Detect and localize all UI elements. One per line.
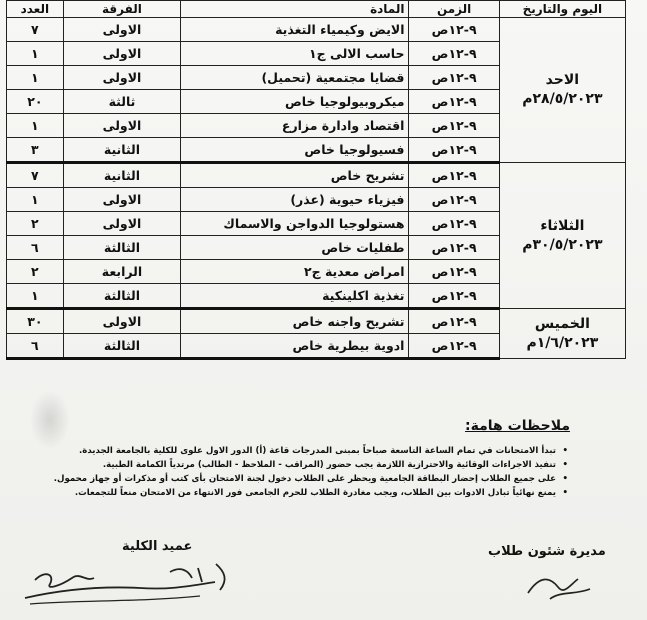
time-cell: ٩-١٢ص: [409, 188, 499, 212]
level-cell: الثالثة: [63, 284, 181, 309]
subject-cell: ميكروبيولوجيا خاص: [181, 90, 409, 114]
header-day: اليوم والتاريخ: [499, 1, 625, 18]
header-subject: المادة: [181, 1, 409, 18]
subject-cell: تشريح واجنه خاص: [181, 309, 409, 334]
time-cell: ٩-١٢ص: [409, 236, 499, 260]
table-row: [7, 163, 626, 188]
header-time: الزمن: [409, 1, 499, 18]
count-cell: ٢: [7, 212, 64, 236]
level-cell: الاولى: [63, 188, 181, 212]
count-cell: ١: [7, 42, 64, 66]
count-cell: ١: [7, 66, 64, 90]
level-cell: الثالثة: [63, 236, 181, 260]
subject-cell: تغذية اكلينكية: [181, 284, 409, 309]
time-cell: ٩-١٢ص: [409, 90, 499, 114]
notes-section: [53, 418, 570, 500]
time-cell: ٩-١٢ص: [409, 114, 499, 138]
time-cell: ٩-١٢ص: [409, 260, 499, 284]
exam-date: ١/٦/٢٠٢٣م: [526, 334, 599, 351]
note-item: • تبدأ الامتحانات في تمام الساعة التاسعة صباحاً بمبنى المدرجات قاعة (أ) الدور الاول علوى للكلية بالجامعة الجديدة.: [70, 444, 556, 458]
count-cell: ١: [7, 188, 64, 212]
time-cell: ٩-١٢ص: [409, 163, 499, 188]
table-row: [7, 309, 626, 334]
count-cell: ٧: [7, 18, 64, 42]
level-cell: ثالثة: [63, 90, 181, 114]
subject-cell: امراض معدية ج٢: [181, 260, 409, 284]
level-cell: الرابعة: [63, 260, 181, 284]
day-name: الثلاثاء: [540, 217, 585, 234]
day-name: الاحد: [545, 72, 580, 89]
day-date-cell: [499, 163, 625, 309]
notes-list: [53, 444, 570, 500]
subject-cell: حاسب الالى ج١: [181, 42, 409, 66]
affairs-handwritten-signature: [520, 565, 600, 605]
note-item: • تنفيذ الاجراءات الوقائية والاحترازية اللازمة يجب حضور (المراقب - الملاحظ - الطالب) مرتدياً الكمامة الطبية.: [70, 458, 556, 472]
scan-smudge: [30, 390, 70, 450]
level-cell: الاولى: [63, 66, 181, 90]
table-row: [7, 18, 626, 42]
subject-cell: الايض وكيمياء التغذية: [181, 18, 409, 42]
level-cell: الثانية: [63, 163, 181, 188]
time-cell: ٩-١٢ص: [409, 309, 499, 334]
day-date-cell: [499, 18, 625, 163]
note-item: • على جميع الطلاب إحضار البطاقة الجامعية ويحظر على الطلاب دخول لجنة الامتحان بأى كتب أو مذكرات أو جهاز محمول.: [70, 472, 556, 486]
schedule-body: [7, 18, 626, 359]
count-cell: ١: [7, 284, 64, 309]
subject-cell: قضايا مجتمعية (تحميل): [181, 66, 409, 90]
subject-cell: اقتصاد وادارة مزارع: [181, 114, 409, 138]
time-cell: ٩-١٢ص: [409, 18, 499, 42]
count-cell: ٢٠: [7, 90, 64, 114]
count-cell: ٧: [7, 163, 64, 188]
count-cell: ٣: [7, 138, 64, 163]
level-cell: الثانية: [63, 138, 181, 163]
count-cell: ٣٠: [7, 309, 64, 334]
count-cell: ٢: [7, 260, 64, 284]
time-cell: ٩-١٢ص: [409, 284, 499, 309]
exam-date: ٢٨/٥/٢٠٢٣م: [522, 91, 603, 108]
day-name: الخميس: [534, 315, 590, 332]
dean-handwritten-signature: [20, 560, 250, 610]
subject-cell: فيزياء حيوية (عذر): [181, 188, 409, 212]
exam-date: ٣٠/٥/٢٠٢٣م: [522, 236, 603, 253]
subject-cell: تشريح خاص: [181, 163, 409, 188]
notes-title: ملاحظات هامة:: [465, 418, 570, 434]
level-cell: الثالثة: [63, 334, 181, 359]
time-cell: ٩-١٢ص: [409, 66, 499, 90]
subject-cell: هستولوجيا الدواجن والاسماك: [181, 212, 409, 236]
subject-cell: ادوية بيطرية خاص: [181, 334, 409, 359]
time-cell: ٩-١٢ص: [409, 212, 499, 236]
day-date-cell: [499, 309, 625, 359]
header-level: الفرقة: [63, 1, 181, 18]
count-cell: ١: [7, 114, 64, 138]
level-cell: الاولى: [63, 114, 181, 138]
table-header-row: [7, 1, 626, 18]
level-cell: الاولى: [63, 18, 181, 42]
count-cell: ٦: [7, 236, 64, 260]
time-cell: ٩-١٢ص: [409, 334, 499, 359]
time-cell: ٩-١٢ص: [409, 138, 499, 163]
subject-cell: فسيولوجيا خاص: [181, 138, 409, 163]
note-item: • يمنع نهائياً تبادل الادوات بين الطلاب، ويجب مغادرة الطلاب للحرم الجامعى فور الانتهاء من الامتحان منعاً للتجمعات.: [70, 486, 556, 500]
student-affairs-signature-label: مديرة شئون طلاب: [488, 544, 606, 559]
level-cell: الاولى: [63, 42, 181, 66]
header-count: العدد: [7, 1, 64, 18]
exam-schedule-table: [6, 0, 626, 360]
level-cell: الاولى: [63, 212, 181, 236]
subject-cell: طفليات خاص: [181, 236, 409, 260]
level-cell: الاولى: [63, 309, 181, 334]
count-cell: ٦: [7, 334, 64, 359]
dean-signature-label: عميد الكلية: [122, 539, 193, 554]
time-cell: ٩-١٢ص: [409, 42, 499, 66]
